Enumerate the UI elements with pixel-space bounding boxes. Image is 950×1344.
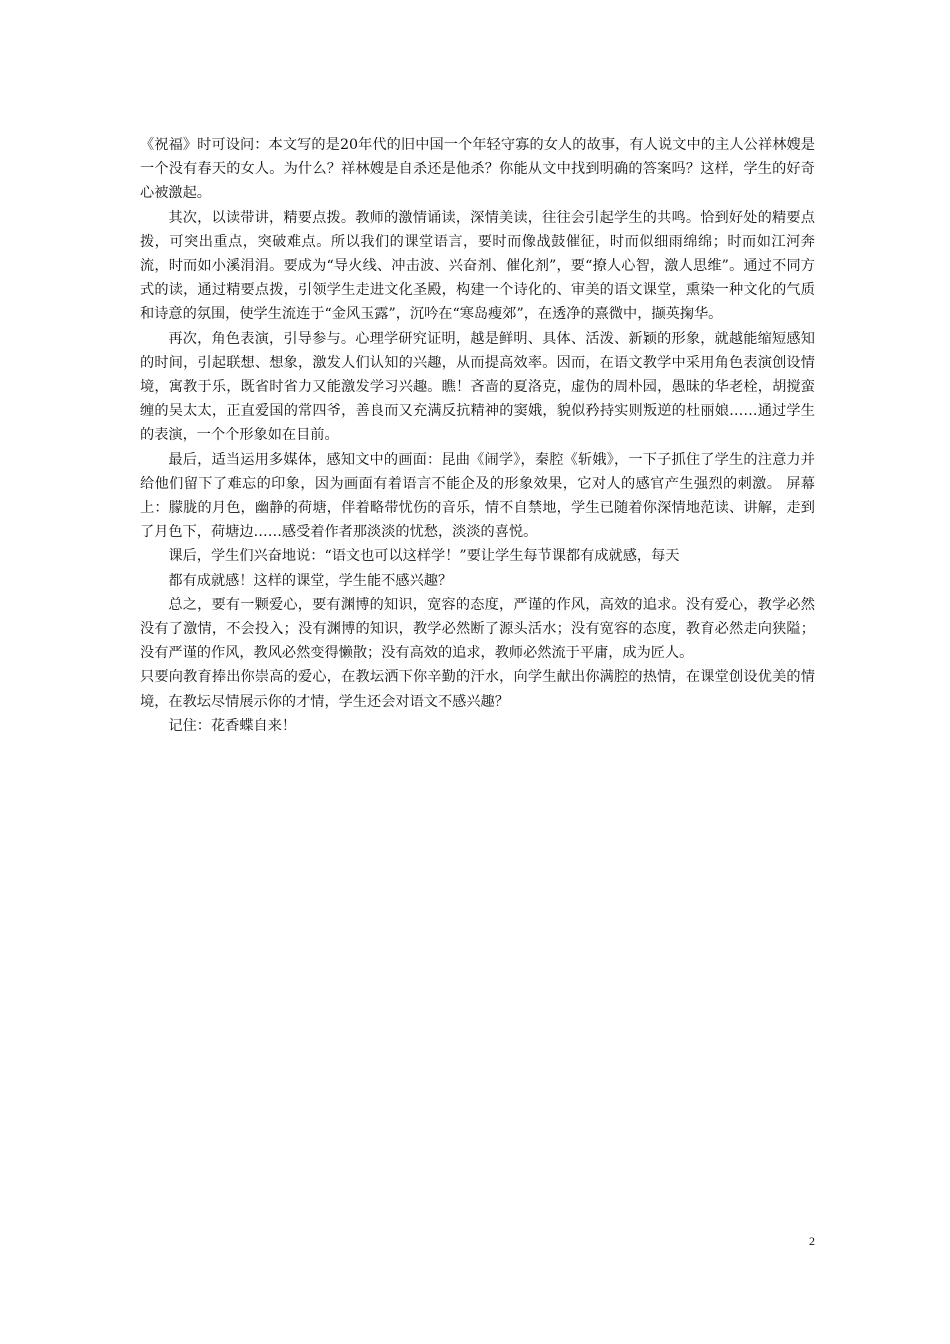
paragraph-after-class-line-2: 都有成就感！这样的课堂，学生能不感兴趣？ — [168, 572, 453, 589]
page-number: 2 — [809, 1234, 815, 1248]
paragraph-multimedia: 最后，适当运用多媒体，感知文中的画面：昆曲《闹学》，秦腔《斩娥》，一下子抓住了学生的注意力并给他们留下了难忘的印象，因为画面有着语言不能企及的形象效果，它对人的感官产生强烈的刺激。 屏幕上：朦胧的月色，幽静的荷塘，伴着略带忧伤的音乐，情不自禁地，学生已随着你深情地范读、讲解，走到了月色下，荷塘边……感受着作者那淡淡的忧愁，淡淡的喜悦。 — [140, 451, 815, 541]
paragraph-conclusion: 总之，要有一颗爱心，要有渊博的知识，宽容的态度，严谨的作风，高效的追求。没有爱心，教学必然没有了激情，不会投入；没有渊博的知识，教学必然断了源头活水；没有宽容的态度，教育必然走向狭隘；没有严谨的作风，教风必然变得懒散；没有高效的追求，教师必然流于平庸，成为匠人。 — [140, 596, 815, 662]
paragraph-after-class-line-1: 课后，学生们兴奋地说：“语文也可以这样学！”要让学生每节课都有成就感，每天 — [168, 548, 680, 565]
paragraph-closing-motto: 记住：花香蝶自来！ — [168, 717, 297, 734]
paragraph-reading-guidance: 其次，以读带讲，精要点拨。教师的激情诵读，深情美读，往往会引起学生的共鸣。恰到好处的精要点拨，可突出重点，突破难点。所以我们的课堂语言，要时而像战鼓催征，时而似细雨绵绵；时而如江河奔流，时而如小溪涓涓。要成为“导火线、冲击波、兴奋剂、催化剂”，要“撩人心智，激人思维”。通过不同方式的读，通过精要点拨，引领学生走进文化圣殿，构建一个诗化的、审美的语文课堂，熏染一种文化的气质和诗意的氛围，使学生流连于“金风玉露”，沉吟在“寒岛瘦郊”，在透净的熹微中，撷英掬华。 — [140, 209, 815, 323]
paragraph-zhufu-question: 《祝福》时可设问：本文写的是20年代的旧中国一个年轻守寡的女人的故事，有人说文中的主人公祥林嫂是一个没有春天的女人。为什么？祥林嫂是自杀还是他杀？你能从文中找到明确的答案吗？这样，学生的好奇心被激起。 — [140, 137, 815, 202]
paragraph-teacher-dedication: 只要向教育捧出你崇高的爱心，在教坛洒下你辛勤的汗水，向学生献出你满腔的热情，在课堂创设优美的情境，在教坛尽情展示你的才情，学生还会对语文不感兴趣？ — [140, 669, 815, 710]
paragraph-role-play: 再次，角色表演，引导参与。心理学研究证明，越是鲜明、具体、活泼、新颖的形象，就越能缩短感知的时间，引起联想、想象，激发人们认知的兴趣，从而提高效率。因而，在语文教学中采用角色表演创设情境，寓教于乐，既省时省力又能激发学习兴趣。瞧！吝啬的夏洛克，虚伪的周朴园，愚昧的华老栓，胡搅蛮缠的吴太太，正直爱国的常四爷，善良而又充满反抗精神的窦娥，貌似矜持实则叛逆的杜丽娘……通过学生的表演，一个个形象如在目前。 — [140, 330, 815, 444]
document-body — [140, 133, 815, 738]
